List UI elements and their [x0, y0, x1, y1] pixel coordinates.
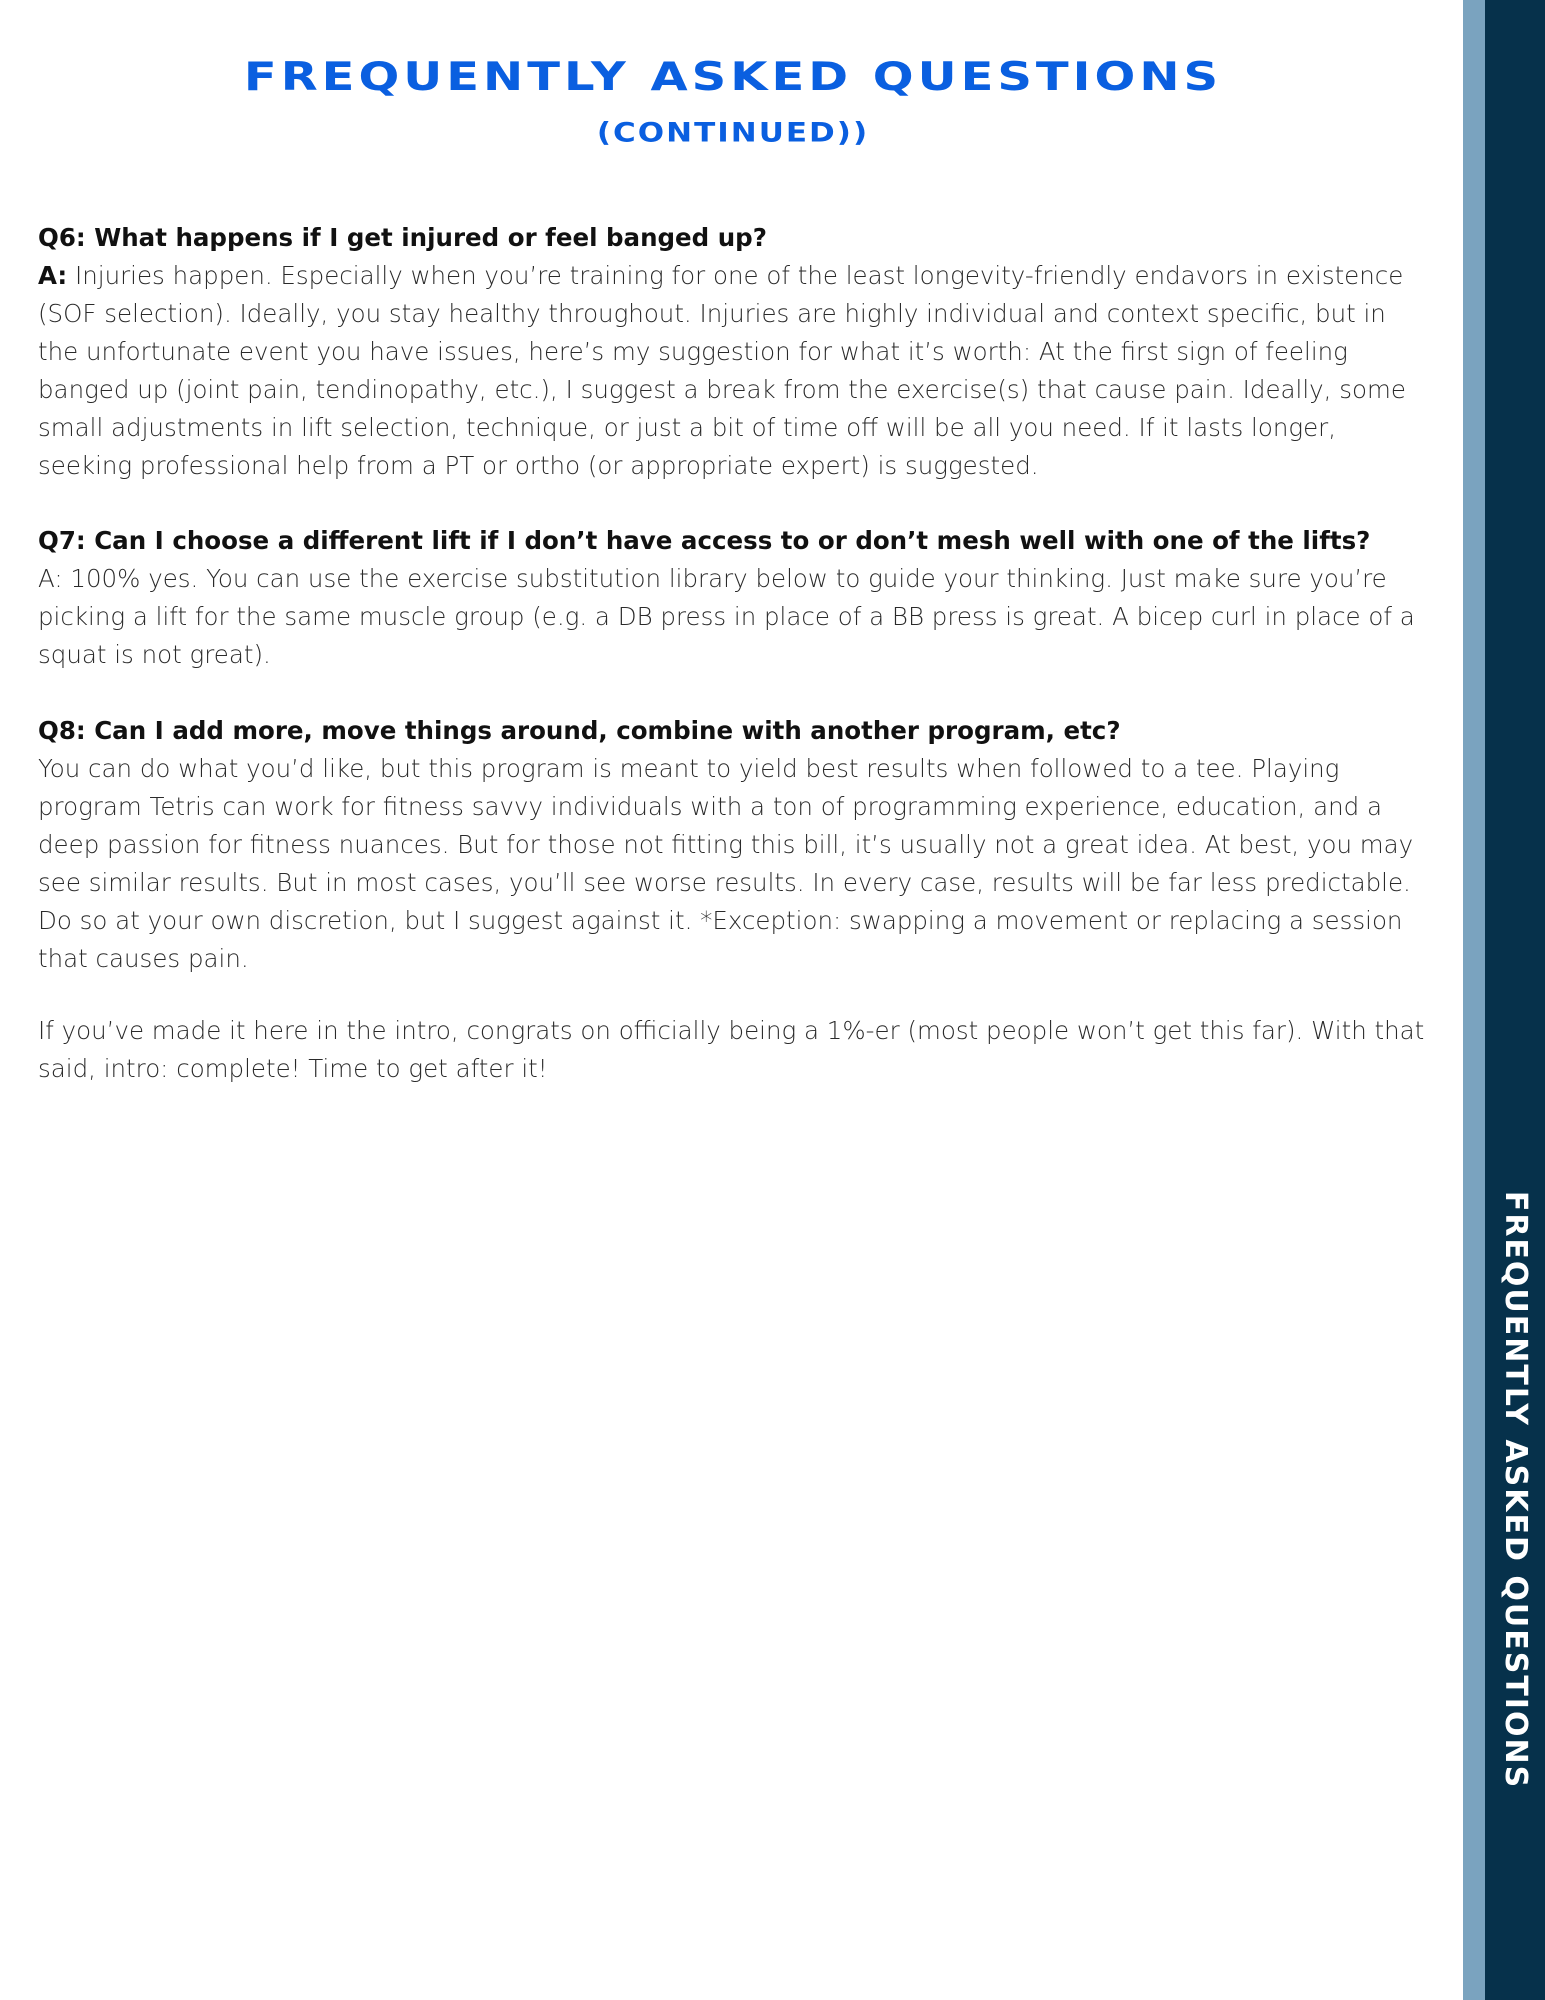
faq-answer — [38, 257, 1428, 485]
page-content — [38, 0, 1428, 2000]
sidebar-accent-stripe — [1463, 0, 1485, 2000]
faq-answer: A: 100% yes. You can use the exercise substitution library below to guide your thinking. Just make sure you’re picking a lift for the same muscle group (e.g. a DB press in place of a BB press is great. A bicep curl in place of a squat is not great). — [38, 564, 1415, 669]
faq-item-q6 — [38, 219, 1428, 485]
faq-item-q8 — [38, 712, 1428, 978]
faq-question: Q8: Can I add more, move things around, combine with another program, etc? — [38, 716, 1121, 745]
answer-label: A: — [38, 261, 68, 290]
page-title: FREQUENTLY ASKED QUESTIONS — [243, 54, 1223, 101]
closing-text: If you’ve made it here in the intro, congrats on officially being a 1%-er (most people won’t get this far). With that said, intro: complete! Time to get after it! — [38, 1016, 1425, 1083]
faq-answer: You can do what you’d like, but this program is meant to yield best results when followed to a tee. Playing program Tetris can work for fitness savvy individuals with a ton of programming experience, education, and a deep passion for fitness nuances. But for those not fitting this bill, it’s usually not a great idea. At best, you may see similar results. But in most cases, you’ll see worse results. In every case, results will be far less predictable. Do so at your own discretion, but I suggest against it. *Exception: swapping a movement or replacing a session that causes pain. — [38, 754, 1414, 973]
sidebar-label: FREQUENTLY ASKED QUESTIONS — [1498, 1190, 1533, 1790]
faq-question: Q7: Can I choose a different lift if I don’t have access to or don’t mesh well with one of the lifts? — [38, 526, 1371, 555]
closing-paragraph — [38, 1012, 1428, 1088]
page-subtitle: (CONTINUED)) — [596, 117, 870, 149]
answer-text: Injuries happen. Especially when you’re training for one of the least longevity-friendly endavors in existence (SOF selection). Ideally, you stay healthy throughout. Injuries are highly individual and context specific, but in the unfortunate event you have issues, here’s my suggestion for what it’s worth: At the first sign of feeling banged up (joint pain, tendinopathy, etc.), I suggest a break from the exercise(s) that cause pain. Ideally, some small adjustments in lift selection, technique, or just a bit of time off will be all you need. If it lasts longer, seeking professional help from a PT or ortho (or appropriate expert) is suggested. — [38, 261, 1406, 480]
faq-item-q7 — [38, 522, 1428, 674]
faq-question: Q6: What happens if I get injured or feel banged up? — [38, 223, 767, 252]
